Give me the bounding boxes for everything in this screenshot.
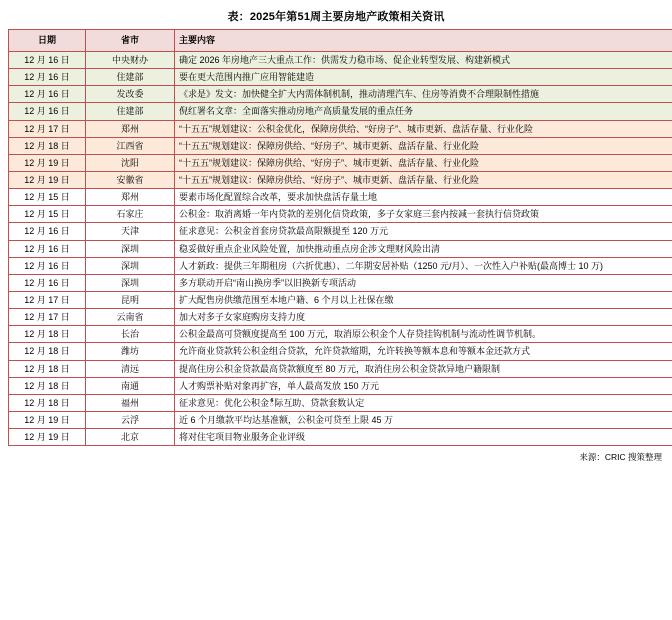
cell-city: 深圳 bbox=[86, 274, 175, 291]
cell-city: 福州 bbox=[86, 394, 175, 411]
table-row bbox=[9, 171, 672, 188]
cell-content: 公积金最高可贷额度提高至 100 万元，取消原公积金个人存贷挂钩机制与流动性调节机制。 bbox=[175, 326, 672, 343]
cell-city: 安徽省 bbox=[86, 171, 175, 188]
table-header-row bbox=[9, 30, 672, 52]
table-row bbox=[9, 257, 672, 274]
cell-date: 12 月 17 日 bbox=[9, 120, 86, 137]
table-row bbox=[9, 274, 672, 291]
column-header-date: 日期 bbox=[9, 30, 86, 52]
cell-city: 住建部 bbox=[86, 69, 175, 86]
cell-content: 加大对多子女家庭购房支持力度 bbox=[175, 309, 672, 326]
cell-city: 北京 bbox=[86, 429, 175, 446]
cell-city: 昆明 bbox=[86, 291, 175, 308]
cell-date: 12 月 19 日 bbox=[9, 171, 86, 188]
policy-news-table bbox=[8, 29, 672, 446]
cell-city: 潍坊 bbox=[86, 343, 175, 360]
cell-city: 深圳 bbox=[86, 240, 175, 257]
table-row bbox=[9, 326, 672, 343]
cell-date: 12 月 16 日 bbox=[9, 86, 86, 103]
cell-city: 天津 bbox=[86, 223, 175, 240]
cell-content: 提高住房公积金贷款最高贷款额度至 80 万元，取消住房公积金贷款异地户籍限制 bbox=[175, 360, 672, 377]
cell-content: 征求意见：公积金首套房贷款最高限额提至 120 万元 bbox=[175, 223, 672, 240]
cell-date: 12 月 17 日 bbox=[9, 309, 86, 326]
cell-city: 郑州 bbox=[86, 120, 175, 137]
cell-content: 倪红署名文章：全面落实推动房地产高质量发展的重点任务 bbox=[175, 103, 672, 120]
cell-content: 要素市场化配置综合改革，要求加快盘活存量土地 bbox=[175, 189, 672, 206]
cell-city: 石家庄 bbox=[86, 206, 175, 223]
table-row bbox=[9, 86, 672, 103]
table-row bbox=[9, 206, 672, 223]
cell-city: 发改委 bbox=[86, 86, 175, 103]
cell-content: “十五五”规划建议：保障房供给、“好房子”、城市更新、盘活存量、行业化险 bbox=[175, 171, 672, 188]
cell-date: 12 月 16 日 bbox=[9, 69, 86, 86]
cell-city: 中央财办 bbox=[86, 52, 175, 69]
cell-date: 12 月 16 日 bbox=[9, 240, 86, 257]
cell-date: 12 月 15 日 bbox=[9, 206, 86, 223]
cell-content: “十五五”规划建议：保障房供给、“好房子”、城市更新、盘活存量、行业化险 bbox=[175, 154, 672, 171]
cell-city: 长治 bbox=[86, 326, 175, 343]
column-header-content: 主要内容 bbox=[175, 30, 672, 52]
table-row bbox=[9, 120, 672, 137]
column-header-city: 省市 bbox=[86, 30, 175, 52]
cell-city: 沈阳 bbox=[86, 154, 175, 171]
cell-city: 云南省 bbox=[86, 309, 175, 326]
cell-date: 12 月 18 日 bbox=[9, 343, 86, 360]
cell-city: 住建部 bbox=[86, 103, 175, 120]
cell-date: 12 月 16 日 bbox=[9, 52, 86, 69]
table-row bbox=[9, 189, 672, 206]
table-row bbox=[9, 429, 672, 446]
page-title: 表：2025年第51周主要房地产政策相关资讯 bbox=[227, 11, 445, 23]
cell-content: 近 6 个月缴款平均达基准额，公积金可贷至上限 45 万 bbox=[175, 411, 672, 428]
cell-date: 12 月 19 日 bbox=[9, 154, 86, 171]
cell-city: 郑州 bbox=[86, 189, 175, 206]
table-row bbox=[9, 137, 672, 154]
cell-date: 12 月 16 日 bbox=[9, 223, 86, 240]
cell-city: 清远 bbox=[86, 360, 175, 377]
cell-date: 12 月 18 日 bbox=[9, 326, 86, 343]
table-body bbox=[9, 52, 672, 446]
cell-content: 人才新政：提供三年期租房（六折优惠）、二年期安居补贴（1250 元/月）、一次性入户补贴(最高博士 10 万) bbox=[175, 257, 672, 274]
cell-content: 要在更大范围内推广应用智能建造 bbox=[175, 69, 672, 86]
cell-content: 多方联动开启“南山换房季”以旧换新专项活动 bbox=[175, 274, 672, 291]
source-note: 来源：CRIC 搜策整理 bbox=[579, 452, 662, 463]
cell-city: 江西省 bbox=[86, 137, 175, 154]
cell-date: 12 月 15 日 bbox=[9, 189, 86, 206]
cell-content: 公积金：取消离婚一年内贷款的差别化信贷政策，多子女家庭三套内按减一套执行信贷政策 bbox=[175, 206, 672, 223]
cell-content: 扩大配售房供缴范围至本地户籍、6 个月以上社保在缴 bbox=[175, 291, 672, 308]
cell-content: 人才购票补贴对象再扩容，单人最高发放 150 万元 bbox=[175, 377, 672, 394]
cell-city: 云浮 bbox=[86, 411, 175, 428]
cell-date: 12 月 18 日 bbox=[9, 360, 86, 377]
cell-date: 12 月 16 日 bbox=[9, 103, 86, 120]
cell-date: 12 月 17 日 bbox=[9, 291, 86, 308]
table-row bbox=[9, 52, 672, 69]
cell-content: “十五五”规划建议：保障房供给、“好房子”、城市更新、盘活存量、行业化险 bbox=[175, 137, 672, 154]
cell-date: 12 月 18 日 bbox=[9, 394, 86, 411]
table-row bbox=[9, 343, 672, 360]
table-row bbox=[9, 69, 672, 86]
cell-content: “十五五”规划建议：公积金优化，保障房供给、“好房子”、城市更新、盘活存量、行业化险 bbox=[175, 120, 672, 137]
table-row bbox=[9, 291, 672, 308]
table-row bbox=[9, 394, 672, 411]
cell-date: 12 月 19 日 bbox=[9, 429, 86, 446]
table-row bbox=[9, 103, 672, 120]
table-row bbox=[9, 377, 672, 394]
cell-content: 《求是》发文：加快健全扩大内需体制机制，推动清理汽车、住房等消费不合理限制性措施 bbox=[175, 86, 672, 103]
cell-content: 征求意见：优化公积金ీ际互助、贷款套数认定 bbox=[175, 394, 672, 411]
cell-date: 12 月 18 日 bbox=[9, 377, 86, 394]
table-row bbox=[9, 360, 672, 377]
cell-city: 南通 bbox=[86, 377, 175, 394]
cell-content: 确定 2026 年房地产三大重点工作：供需发力稳市场、促企业转型发展、构建新模式 bbox=[175, 52, 672, 69]
cell-date: 12 月 16 日 bbox=[9, 274, 86, 291]
table-row bbox=[9, 309, 672, 326]
cell-city: 深圳 bbox=[86, 257, 175, 274]
table-row bbox=[9, 154, 672, 171]
cell-content: 将对住宅项目物业服务企业评级 bbox=[175, 429, 672, 446]
table-row bbox=[9, 240, 672, 257]
cell-date: 12 月 16 日 bbox=[9, 257, 86, 274]
cell-content: 稳妥做好重点企业风险处置，加快推动重点房企涉文理财风险出清 bbox=[175, 240, 672, 257]
table-row bbox=[9, 411, 672, 428]
cell-content: 允许商业贷款转公积金组合贷款，允许贷款缩期，允许转换等额本息和等额本金还款方式 bbox=[175, 343, 672, 360]
table-row bbox=[9, 223, 672, 240]
table-header bbox=[9, 30, 672, 52]
cell-date: 12 月 18 日 bbox=[9, 137, 86, 154]
cell-date: 12 月 19 日 bbox=[9, 411, 86, 428]
